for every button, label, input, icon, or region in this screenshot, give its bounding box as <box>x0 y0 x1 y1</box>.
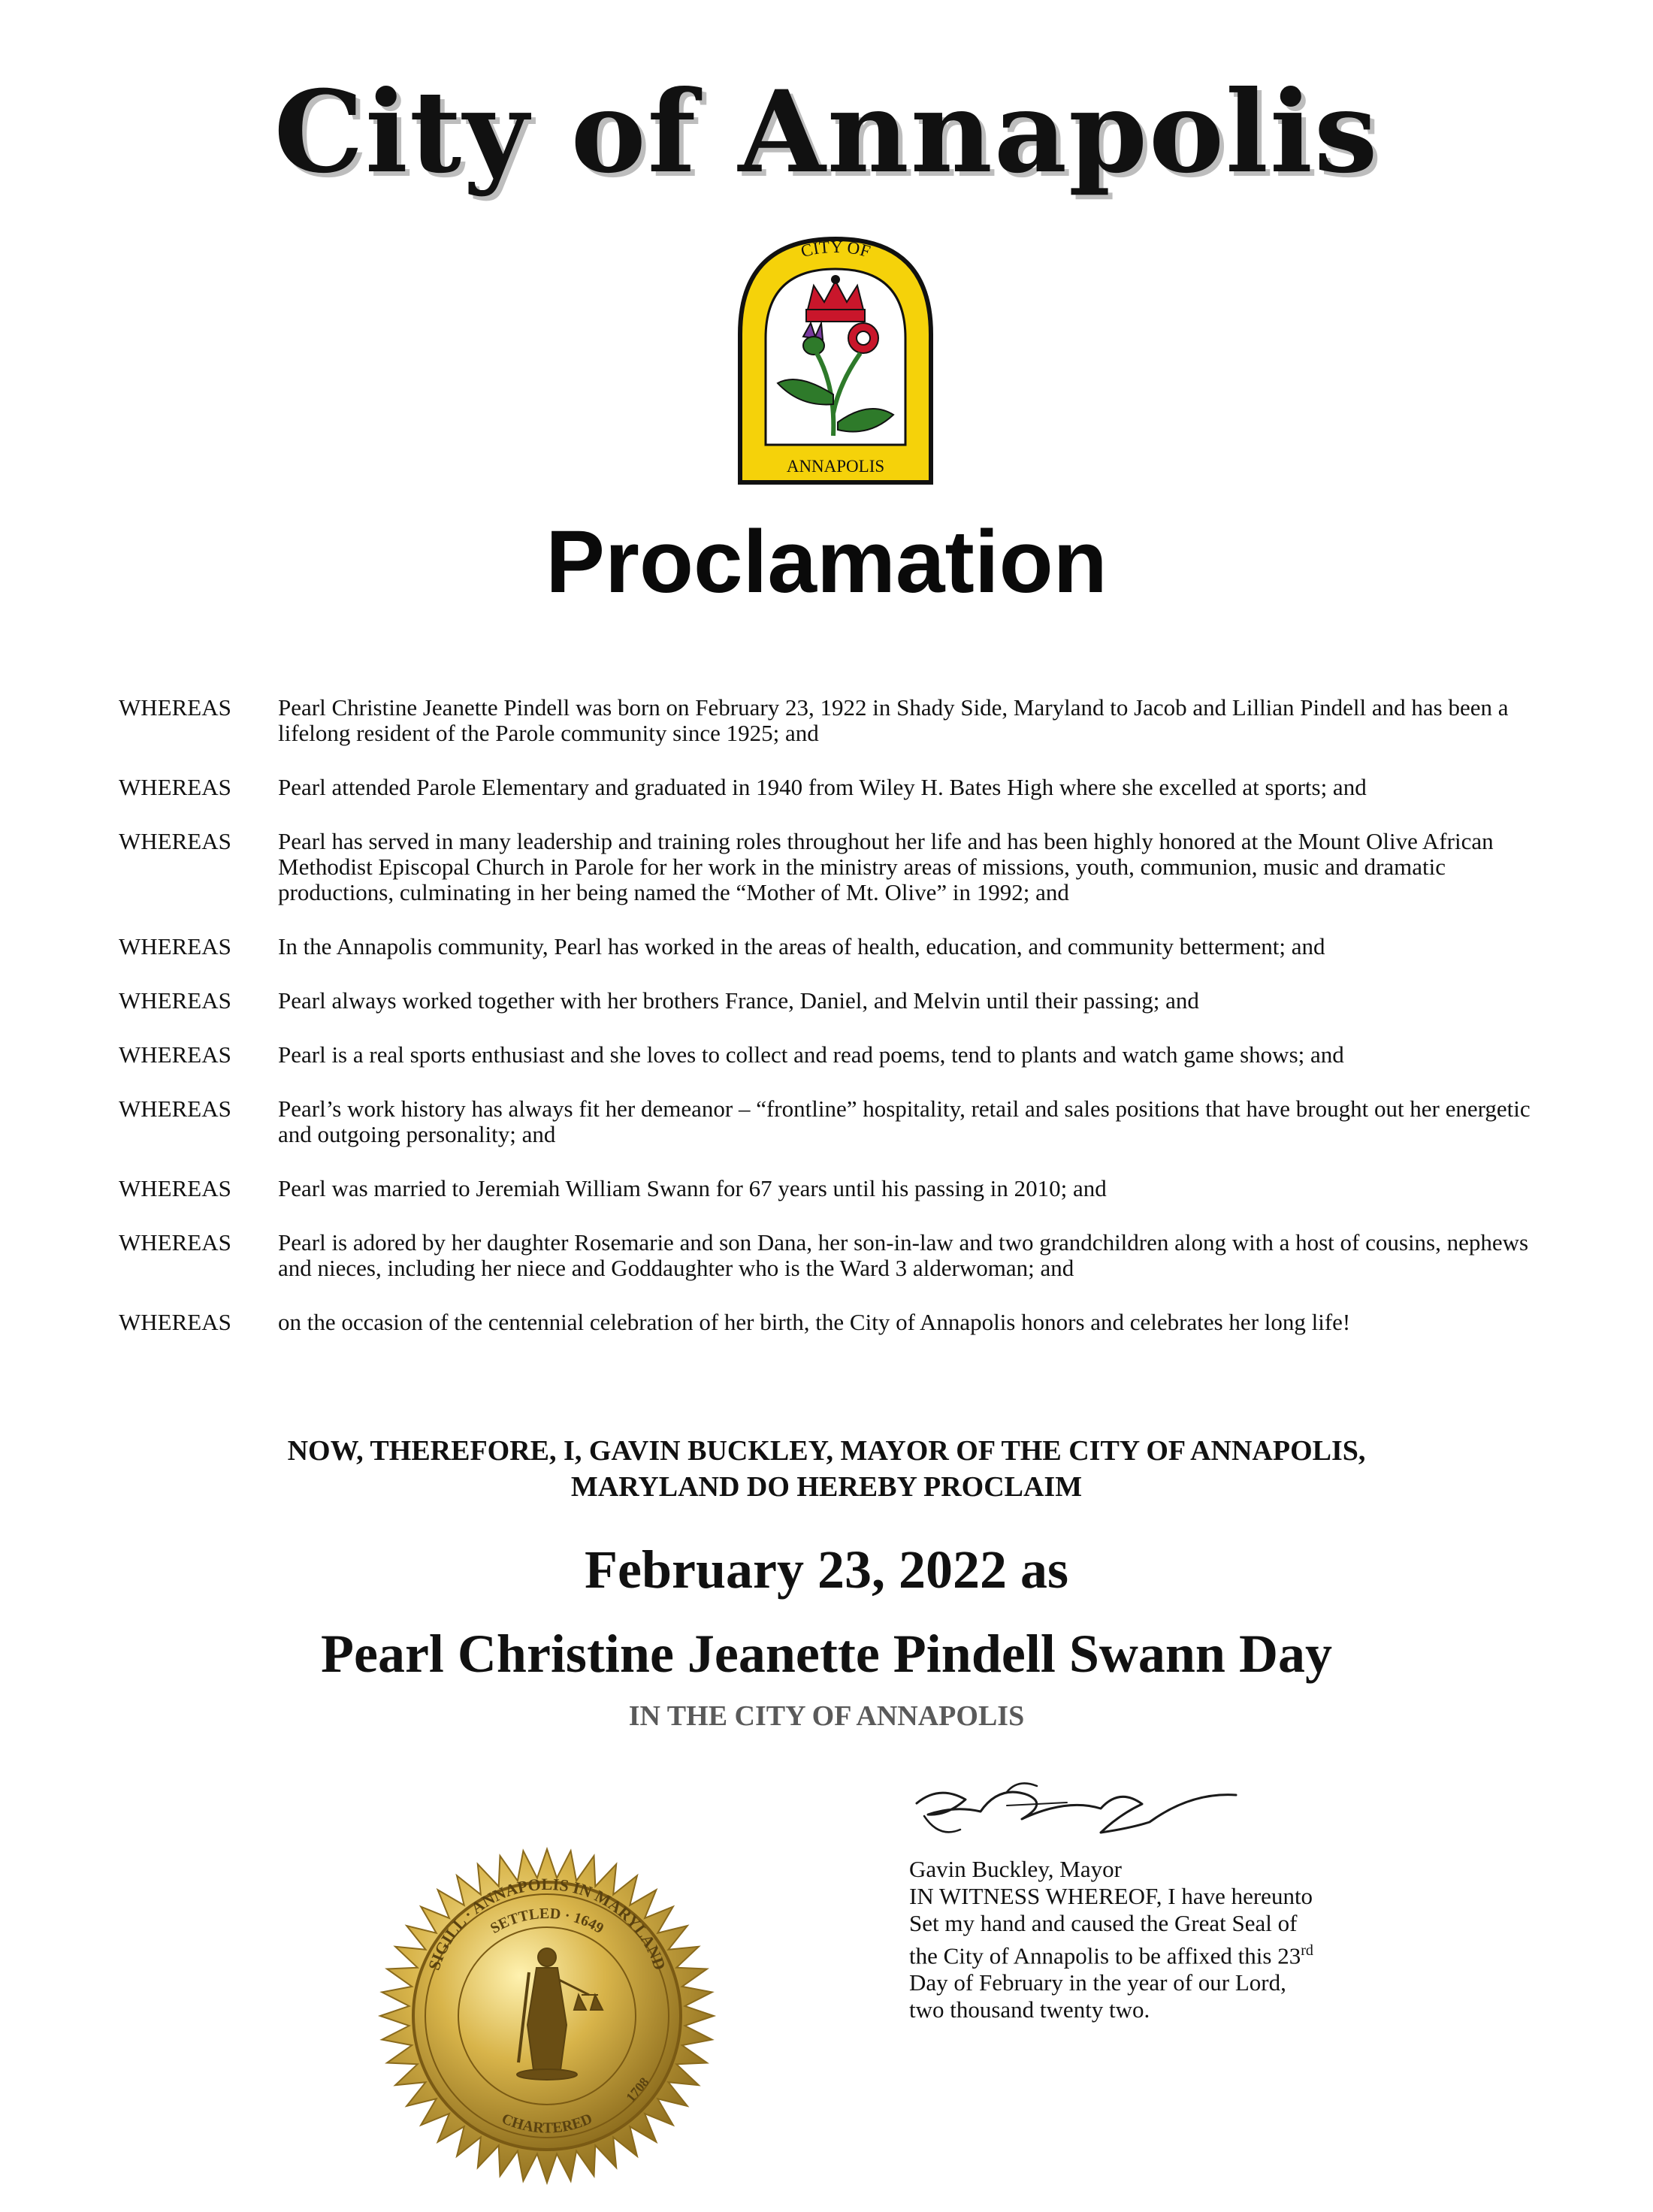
clause-keyword: WHEREAS <box>119 774 231 800</box>
whereas-clause <box>119 829 1539 905</box>
emblem-top-text: CITY OF <box>799 237 873 261</box>
clause-keyword: WHEREAS <box>119 694 231 721</box>
whereas-clause <box>119 1310 1539 1335</box>
clause-keyword: WHEREAS <box>119 1309 231 1335</box>
clause-keyword: WHEREAS <box>119 1175 231 1201</box>
rose-icon <box>848 323 878 353</box>
seal-bottom-text: CHARTERED <box>499 2110 595 2137</box>
clause-text: Pearl’s work history has always fit her demeanor – “frontline” hospitality, retail and sales positions that have brought out her energetic and outgoing personality; and <box>278 1095 1531 1147</box>
clause-text: Pearl has served in many leadership and training roles throughout her life and has been highly honored at the Mount Olive African Methodist Episcopal Church in Parole for her work in the ministry areas of missions, youth, communion, music and dramatic productions, culminating in her being named the “Mother of Mt. Olive” in 1992; and <box>278 828 1494 905</box>
witness-block <box>909 1856 1330 2023</box>
whereas-clause <box>119 934 1539 959</box>
whereas-clause <box>119 1176 1539 1201</box>
clause-keyword: WHEREAS <box>119 1095 231 1122</box>
witness-line-2: Set my hand and caused the Great Seal of <box>909 1910 1298 1936</box>
emblem-bottom-text: ANNAPOLIS <box>786 457 885 476</box>
signer-name: Gavin Buckley, Mayor <box>909 1856 1122 1882</box>
witness-line-1: IN WITNESS WHEREOF, I have hereunto <box>909 1883 1313 1909</box>
clause-keyword: WHEREAS <box>119 1229 231 1256</box>
whereas-clause <box>119 695 1539 746</box>
clause-text: Pearl Christine Jeanette Pindell was born on February 23, 1922 in Shady Side, Maryland to Jacob and Lillian Pindell and has been a lifelong resident of the Parole community since 1925; and <box>278 694 1509 746</box>
clause-text: Pearl is adored by her daughter Rosemarie and son Dana, her son-in-law and two grandchildren along with a host of cousins, nephews and nieces, including her niece and Goddaughter who is the Ward 3 alderwoman; and <box>278 1229 1529 1281</box>
seal-ring-text: SIGILL · ANNAPOLIS IN MARYLAND <box>424 1874 670 1973</box>
whereas-clause <box>119 775 1539 800</box>
whereas-clause <box>119 1042 1539 1068</box>
witness-line-4: Day of February in the year of our Lord, <box>909 1969 1286 1996</box>
clause-text: Pearl attended Parole Elementary and graduated in 1940 from Wiley H. Bates High where she excelled at sports; and <box>278 774 1367 800</box>
mayor-signature <box>894 1769 1247 1852</box>
clause-keyword: WHEREAS <box>119 828 231 854</box>
city-line: IN THE CITY OF ANNAPOLIS <box>628 1700 1025 1732</box>
clause-text: on the occasion of the centennial celebration of her birth, the City of Annapolis honors and celebrates her long life! <box>278 1309 1351 1335</box>
clause-text: Pearl is a real sports enthusiast and she loves to collect and read poems, tend to plants and watch game shows; and <box>278 1041 1344 1068</box>
proclamation-heading: Proclamation <box>545 512 1108 612</box>
city-title: City of Annapolis <box>273 66 1380 198</box>
clause-keyword: WHEREAS <box>119 933 231 959</box>
seal-year-text: 1708 <box>623 2074 652 2105</box>
proclaim-line-2: MARYLAND DO HEREBY PROCLAIM <box>570 1471 1083 1503</box>
whereas-clause <box>119 1230 1539 1281</box>
great-seal <box>359 1845 735 2186</box>
clause-keyword: WHEREAS <box>119 987 231 1014</box>
proclaim-statement <box>0 1433 1653 1505</box>
clause-keyword: WHEREAS <box>119 1041 231 1068</box>
clause-text: In the Annapolis community, Pearl has worked in the areas of health, education, and community betterment; and <box>278 933 1325 959</box>
witness-line-5: two thousand twenty two. <box>909 1996 1150 2023</box>
whereas-clause <box>119 1096 1539 1147</box>
witness-line-3: the City of Annapolis to be affixed this 23rd <box>909 1942 1313 1969</box>
whereas-clauses <box>119 695 1539 1364</box>
clause-text: Pearl was married to Jeremiah William Swann for 67 years until his passing in 2010; and <box>278 1175 1107 1201</box>
proclaim-line-1: NOW, THEREFORE, I, GAVIN BUCKLEY, MAYOR OF THE CITY OF ANNAPOLIS, <box>287 1435 1366 1467</box>
clause-text: Pearl always worked together with her brothers France, Daniel, and Melvin until their passing; and <box>278 987 1199 1014</box>
proclaimed-date: February 23, 2022 as <box>585 1540 1068 1600</box>
whereas-clause <box>119 988 1539 1014</box>
seal-top-text: SETTLED · 1649 <box>487 1905 607 1937</box>
city-emblem <box>734 233 937 488</box>
proclaimed-day-name: Pearl Christine Jeanette Pindell Swann Day <box>321 1624 1332 1684</box>
